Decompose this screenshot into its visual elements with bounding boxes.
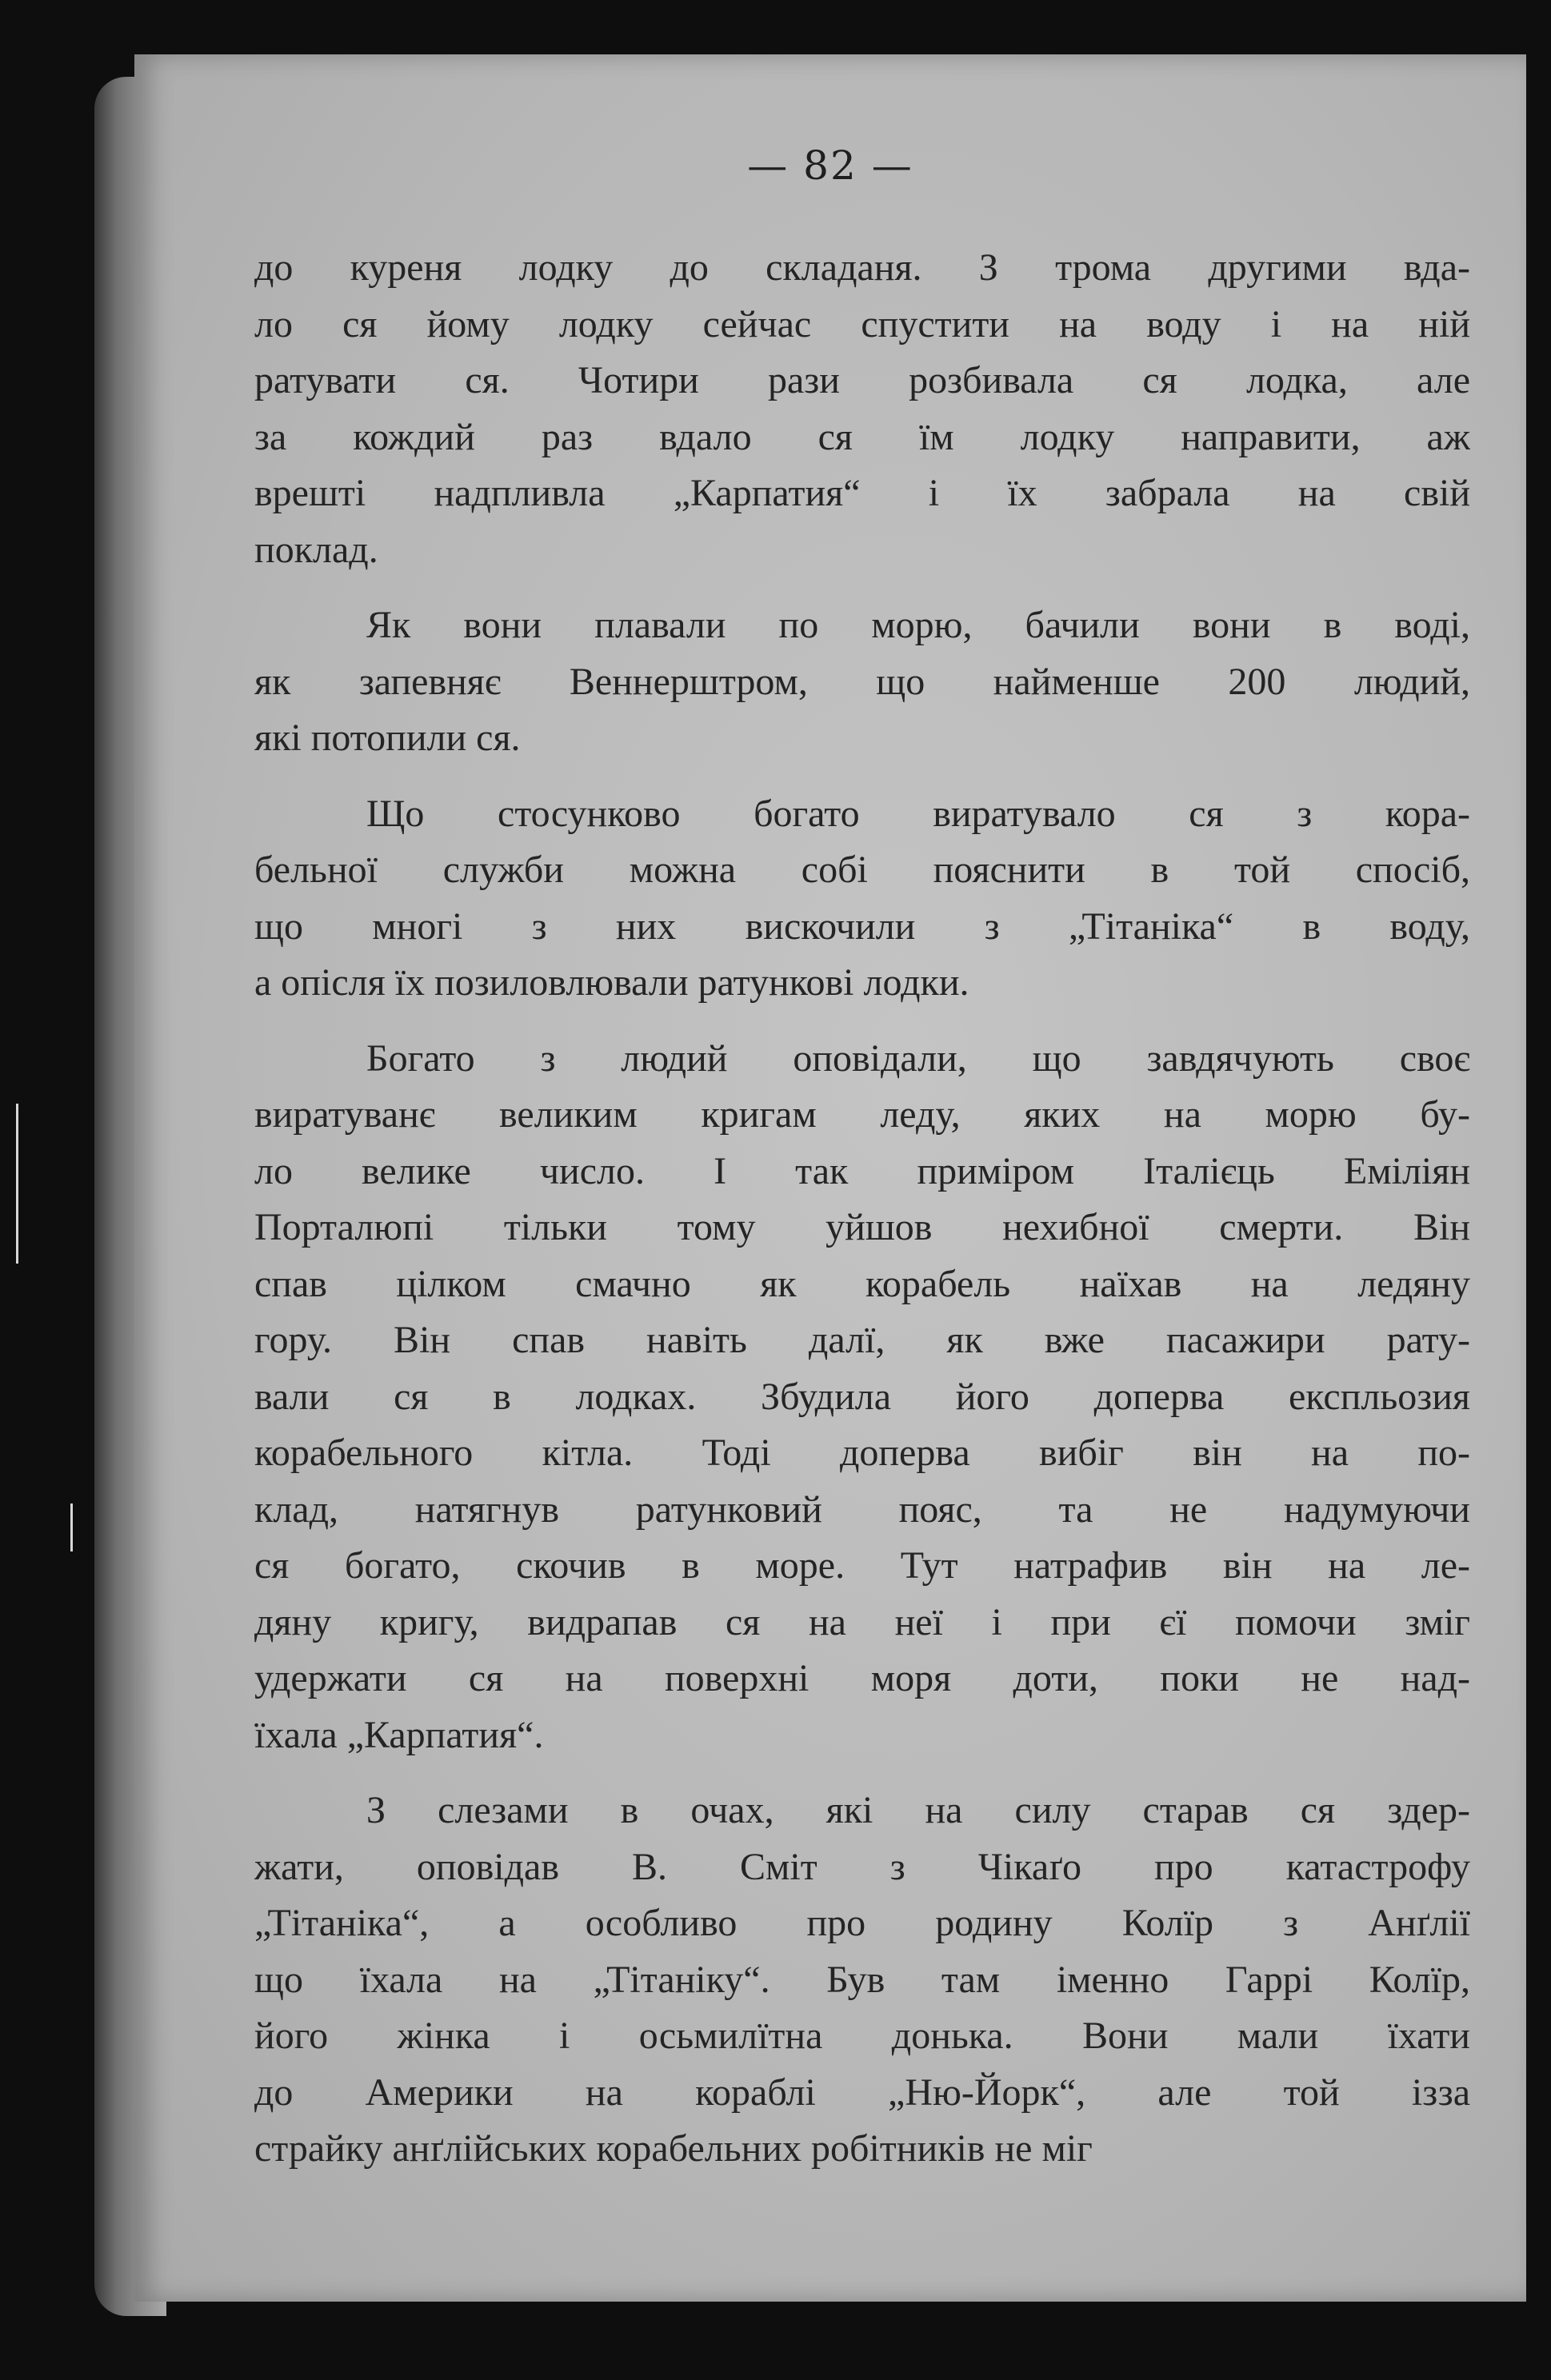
text-line: Богато з людий оповідали, що завдячують своє [366,1036,1470,1080]
text-line: виратуванє великим кригам леду, яких на морю бу- [254,1093,1470,1136]
paragraph [254,597,1470,767]
text-line: ло велике число. І так приміром Італієць Еміліян [254,1149,1470,1192]
text-line: удержати ся на поверхні моря доти, поки не над- [254,1657,1470,1699]
text-line: їхала „Карпатия“. [254,1713,544,1756]
text-line: З слезами в очах, які на силу старав ся здер- [366,1789,1470,1831]
text-line: ратувати ся. Чотири рази розбивала ся лодка, але [254,359,1470,401]
text-line: дяну кригу, видрапав ся на неї і при єї помочи зміг [254,1600,1470,1643]
text-line: вали ся в лодках. Збудила його доперва експльозия [254,1375,1470,1418]
text-line: жати, оповідав В. Сміт з Чікаґо про катастрофу [254,1845,1470,1888]
text-line: які потопили ся. [254,717,521,759]
scan-artifact-mark [70,1503,73,1551]
text-line: як запевняє Веннерштром, що найменше 200 людий, [254,660,1470,703]
paragraph [254,240,1470,578]
body-text [254,240,1470,2197]
text-line: що многі з них вискочили з „Тітаніка“ в воду, [254,904,1470,948]
text-line: спав цілком смачно як корабель наїхав на ледяну [254,1262,1470,1305]
text-line: що їхала на „Тітаніку“. Був там іменно Гаррі Колїр, [254,1958,1470,2001]
page-number: — 82 — [747,142,913,189]
scan-artifact-mark [16,1104,18,1264]
paragraph [254,786,1470,1012]
text-line: поклад. [254,528,378,571]
text-line: врешті надпливла „Карпатия“ і їх забрала на свій [254,472,1470,514]
text-line: „Тітаніка“, а особливо про родину Колїр з Анґлії [254,1902,1470,1944]
text-line: Порталюпі тільки тому уйшов нехибної смерти. Він [254,1206,1470,1248]
paragraph [254,1031,1470,1764]
text-line: до Америки на кораблі „Ню-Йорк“, але той ізза [254,2071,1470,2114]
text-line: ся богато, скочив в море. Тут натрафив він на ле- [254,1544,1470,1587]
text-line: Що стосунково богато виратувало ся з кора- [366,792,1470,835]
text-line: корабельного кітла. Тоді доперва вибіг він на по- [254,1432,1470,1474]
text-line: бельної служби можна собі пояснити в той спосіб, [254,849,1470,891]
text-line: його жінка і осьмилїтна донька. Вони мали їхати [254,2015,1470,2057]
text-line: Як вони плавали по морю, бачили вони в воді, [366,604,1470,646]
text-line: страйку анґлійських корабельних робітників не міг [254,2127,1093,2170]
text-line: до куреня лодку до складаня. З трома другими вда- [254,246,1470,289]
text-line: клад, натягнув ратунковий пояс, та не надумуючи [254,1488,1470,1531]
paragraph [254,1783,1470,2178]
text-line: гору. Він спав навіть далї, як вже пасажири рату- [254,1319,1470,1361]
text-line: а опісля їх позиловлювали ратункові лодки. [254,961,969,1004]
text-line: ло ся йому лодку сейчас спустити на воду і на ній [254,302,1470,345]
text-line: за кождий раз вдало ся їм лодку направити, аж [254,415,1470,458]
